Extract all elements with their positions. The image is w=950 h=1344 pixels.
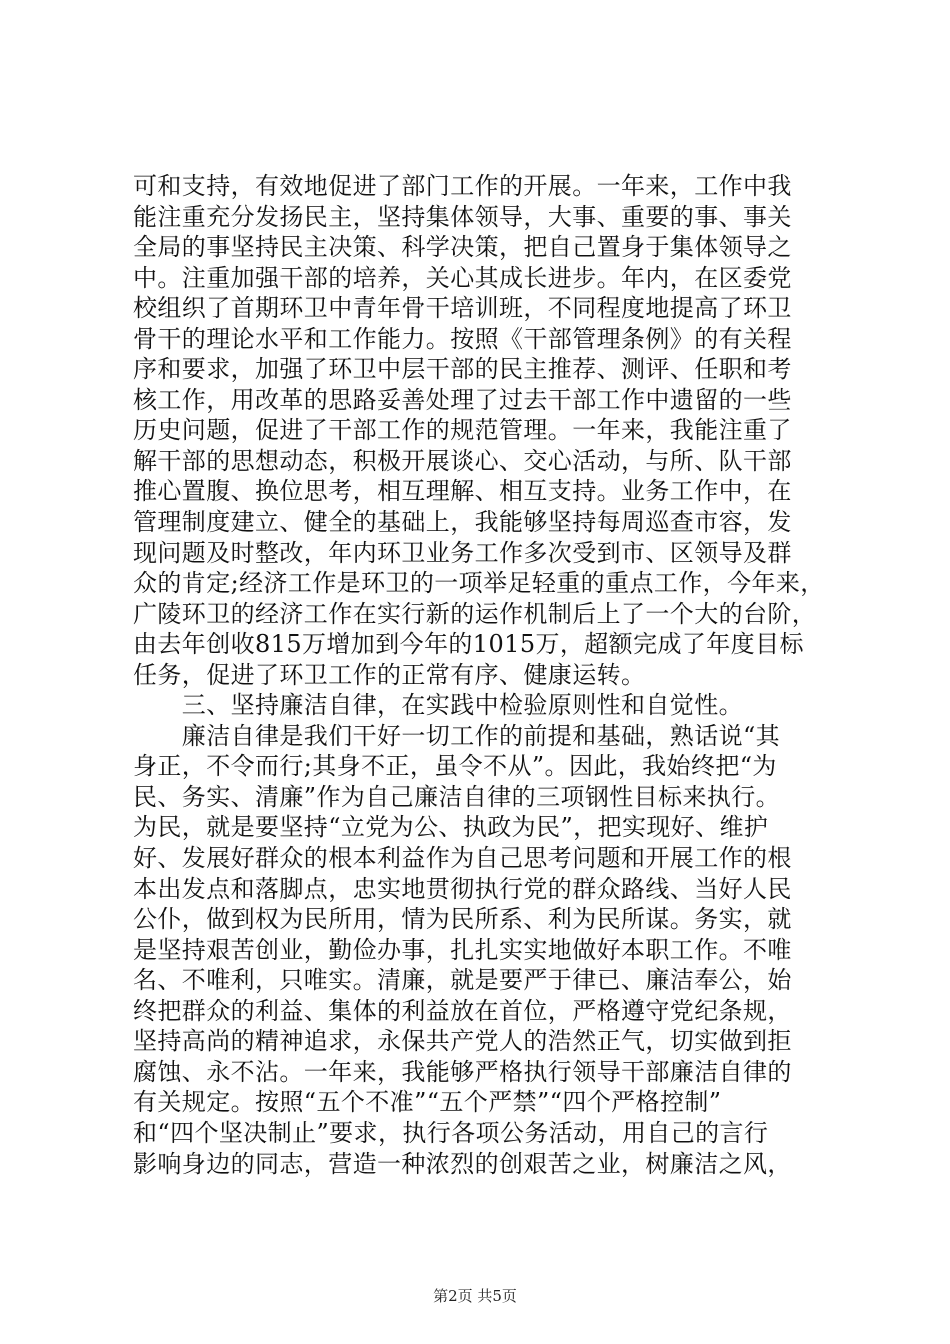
text-line: 为民，就是要坚持“立党为公、执政为民”，把实现好、维护 bbox=[133, 813, 769, 842]
text-line: 好、发展好群众的根本利益作为自己思考问题和开展工作的根 bbox=[133, 844, 792, 873]
text-line: 任务，促进了环卫工作的正常有序、健康运转。 bbox=[133, 660, 646, 689]
text-line: 和“四个坚决制止”要求，执行各项公务活动，用自己的言行 bbox=[133, 1118, 769, 1147]
text-line: 终把群众的利益、集体的利益放在首位，严格遵守党纪条规， bbox=[133, 996, 792, 1025]
text-line: 历史问题，促进了干部工作的规范管理。一年来，我能注重了 bbox=[133, 416, 792, 445]
text-line: 能注重充分发扬民主，坚持集体领导，大事、重要的事、事关 bbox=[133, 202, 792, 231]
text-line: 管理制度建立、健全的基础上，我能够坚持每周巡查市容，发 bbox=[133, 508, 792, 537]
body-text bbox=[133, 171, 823, 1179]
text-line: 骨干的理论水平和工作能力。按照《干部管理条例》的有关程 bbox=[133, 324, 792, 353]
text-line: 影响身边的同志，营造一种浓烈的创艰苦之业，树廉洁之风， bbox=[133, 1149, 792, 1178]
text-line: 推心置腹、换位思考，相互理解、相互支持。业务工作中，在 bbox=[133, 477, 792, 506]
text-line: 腐蚀、永不沾。一年来，我能够严格执行领导干部廉洁自律的 bbox=[133, 1057, 792, 1086]
text-line: 是坚持艰苦创业，勤俭办事，扎扎实实地做好本职工作。不唯 bbox=[133, 935, 792, 964]
text-line: 本出发点和落脚点，忠实地贯彻执行党的群众路线、当好人民 bbox=[133, 874, 792, 903]
text-line: 中。注重加强干部的培养，关心其成长进步。年内，在区委党 bbox=[133, 263, 792, 292]
text-line: 由去年创收815万增加到今年的1015万，超额完成了年度目标 bbox=[133, 630, 804, 659]
text-line: 众的肯定;经济工作是环卫的一项举足轻重的重点工作，今年来， bbox=[133, 569, 825, 598]
section-heading: 三、坚持廉洁自律，在实践中检验原则性和自觉性。 bbox=[133, 691, 743, 720]
text-line: 序和要求，加强了环卫中层干部的民主推荐、测评、任职和考 bbox=[133, 355, 792, 384]
text-line: 身正，不令而行;其身不正，虽令不从”。因此，我始终把“为 bbox=[133, 752, 777, 781]
text-line: 核工作，用改革的思路妥善处理了过去干部工作中遗留的一些 bbox=[133, 385, 792, 414]
text-line: 校组织了首期环卫中青年骨干培训班，不同程度地提高了环卫 bbox=[133, 294, 792, 323]
text-line: 坚持高尚的精神追求，永保共产党人的浩然正气，切实做到拒 bbox=[133, 1027, 792, 1056]
text-line: 有关规定。按照“五个不准”“五个严禁”“四个严格控制” bbox=[133, 1088, 722, 1117]
page-number-footer: 第2页 共5页 bbox=[433, 1287, 517, 1305]
text-line: 廉洁自律是我们干好一切工作的前提和基础，熟话说“其 bbox=[133, 721, 781, 750]
text-line: 民、务实、清廉”作为自己廉洁自律的三项钢性目标来执行。 bbox=[133, 782, 781, 811]
text-line: 广陵环卫的经济工作在实行新的运作机制后上了一个大的台阶， bbox=[133, 599, 817, 628]
text-line: 可和支持，有效地促进了部门工作的开展。一年来，工作中我 bbox=[133, 172, 792, 200]
text-line: 现问题及时整改，年内环卫业务工作多次受到市、区领导及群 bbox=[133, 538, 792, 567]
text-line: 解干部的思想动态，积极开展谈心、交心活动，与所、队干部 bbox=[133, 446, 792, 475]
text-line: 名、不唯利，只唯实。清廉，就是要严于律已、廉洁奉公，始 bbox=[133, 966, 792, 995]
text-line: 全局的事坚持民主决策、科学决策，把自己置身于集体领导之 bbox=[133, 233, 792, 262]
text-line: 公仆，做到权为民所用，情为民所系、利为民所谋。务实，就 bbox=[133, 905, 792, 934]
